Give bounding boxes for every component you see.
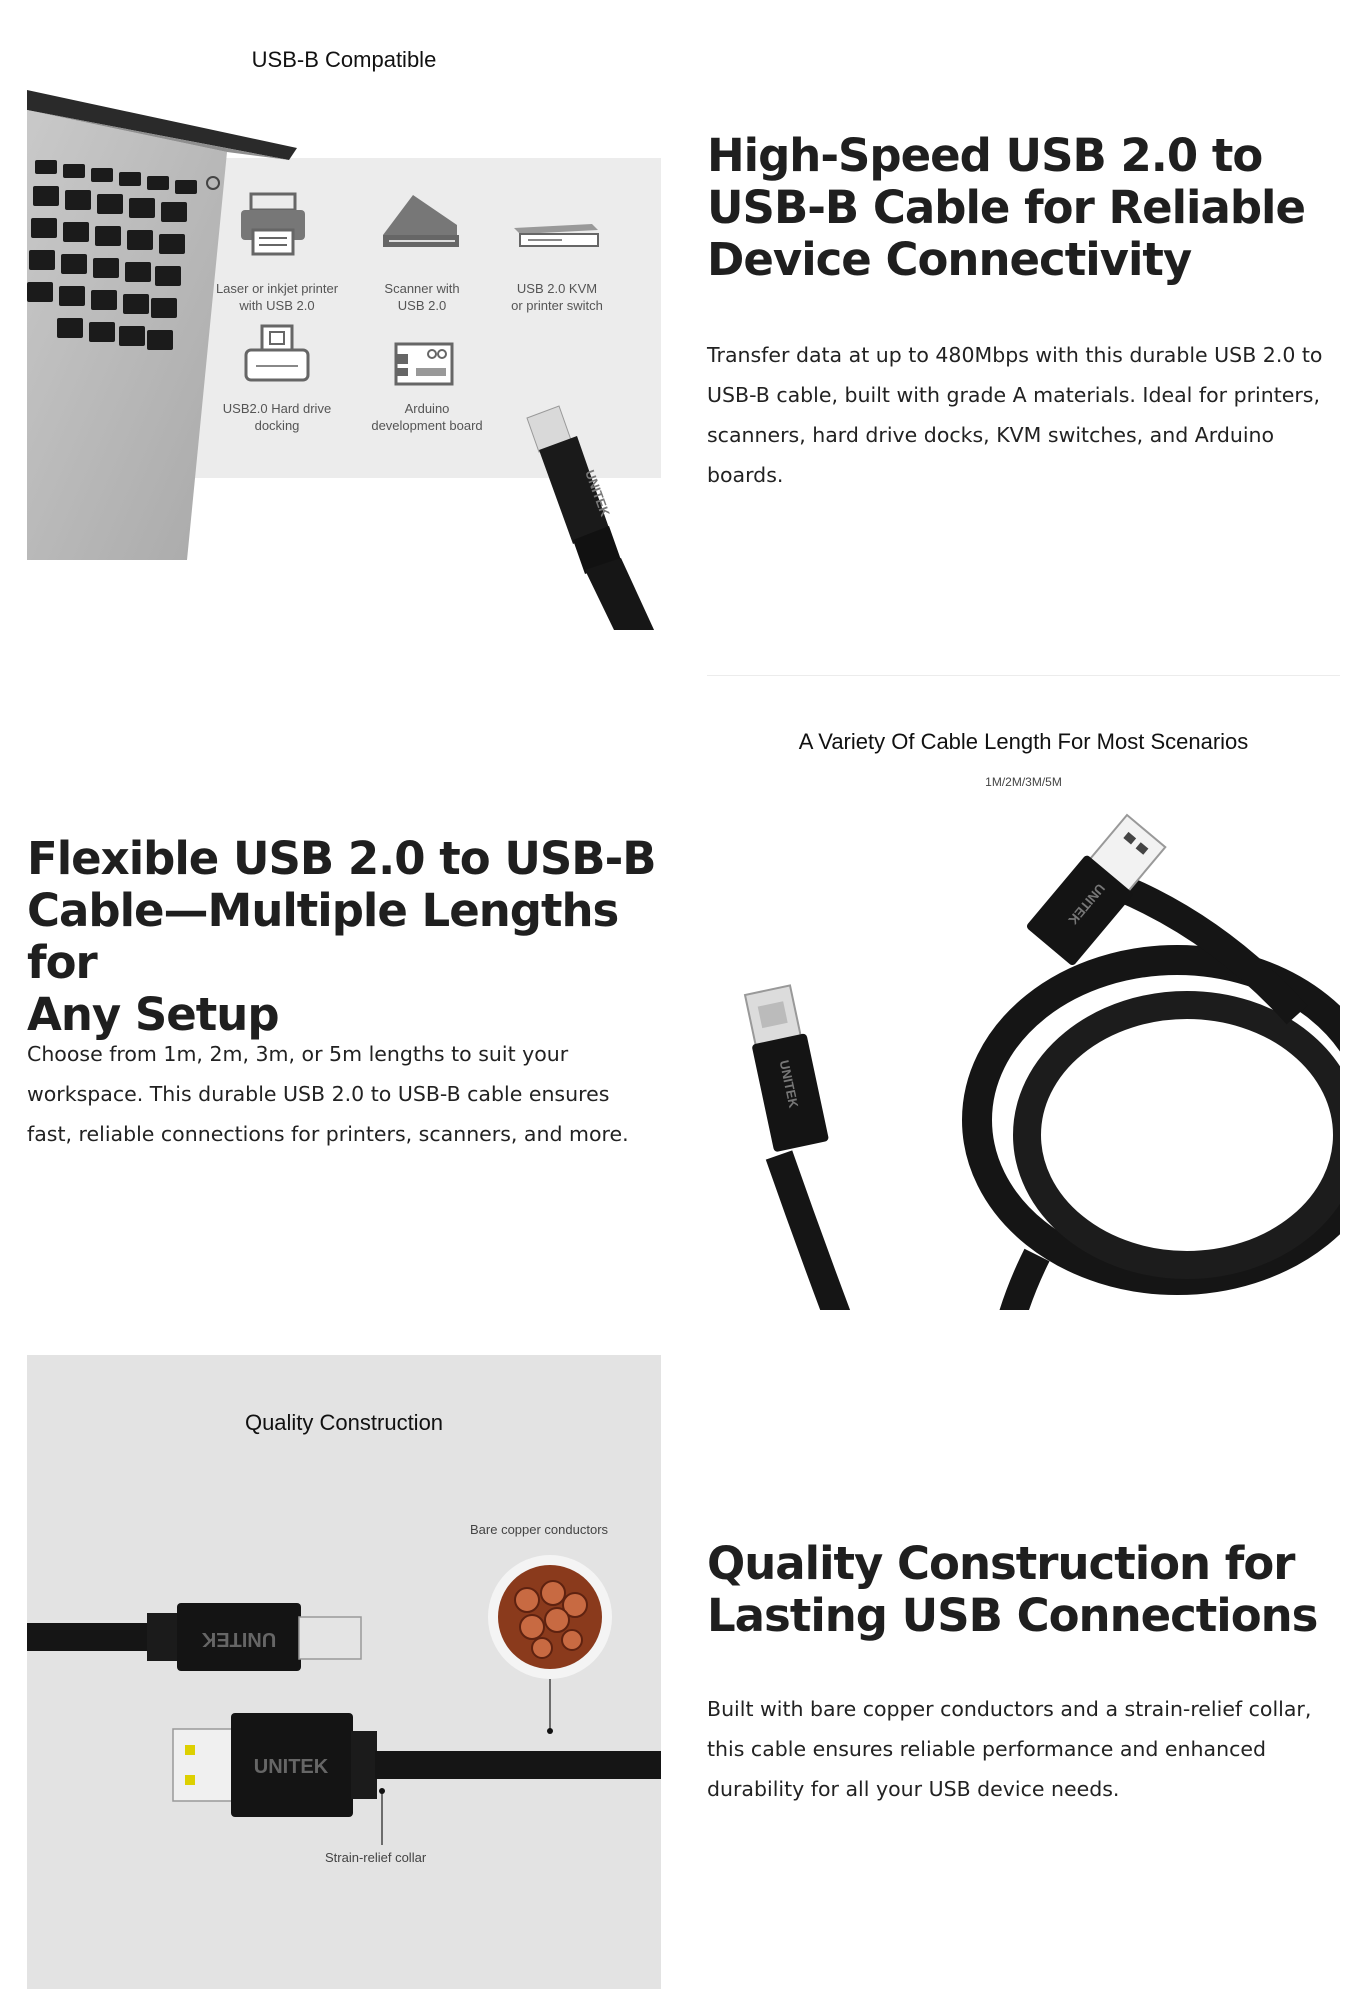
printer-icon	[237, 190, 317, 260]
cable-lengths-image	[707, 715, 1340, 1310]
callout-collar-label: Strain-relief collar	[325, 1850, 427, 1865]
section1-heading: High-Speed USB 2.0 to USB-B Cable for Reliable Device Connectivity	[707, 129, 1306, 286]
svg-text:UNITEK: UNITEK	[582, 467, 613, 519]
usb-b-cable-image	[497, 400, 661, 630]
section-divider	[707, 675, 1340, 676]
device-label: Arduino development board	[371, 401, 483, 433]
device-label: USB2.0 Hard drive docking	[222, 401, 332, 433]
image-subcaption: 1M/2M/3M/5M	[985, 775, 1062, 789]
section3-heading: Quality Construction for Lasting USB Connections	[707, 1537, 1318, 1642]
scanner-icon	[377, 195, 467, 255]
cable-construction-diagram	[27, 1505, 661, 1905]
section1-body: Transfer data at up to 480Mbps with this durable USB 2.0 to USB-B cable, built with grade A materials. Ideal for printers, scanners, hard drive docks, KVM switches, and Arduino boards.	[707, 343, 1323, 487]
kvm-switch-icon	[512, 220, 602, 260]
device-label: USB 2.0 KVM or printer switch	[511, 281, 603, 313]
section2-body: Choose from 1m, 2m, 3m, or 5m lengths to suit your workspace. This durable USB 2.0 to USB-B cable ensures fast, reliable connections for printers, scanners, and more.	[27, 1042, 629, 1146]
svg-text:UNITEK: UNITEK	[201, 1628, 277, 1650]
svg-text:UNITEK: UNITEK	[253, 1756, 329, 1778]
section3-body: Built with bare copper conductors and a strain-relief collar, this cable ensures reliable performance and enhanced durability for all your USB device needs.	[707, 1697, 1312, 1801]
image-caption: A Variety Of Cable Length For Most Scenarios	[798, 729, 1249, 754]
coiled-cable-image	[707, 775, 1340, 1310]
hard-drive-dock-icon	[242, 322, 312, 384]
device-label: Scanner with USB 2.0	[384, 281, 460, 313]
image-caption: USB-B Compatible	[251, 47, 437, 72]
arduino-board-icon	[392, 340, 457, 388]
image-caption: Quality Construction	[244, 1410, 444, 1435]
svg-text:UNITEK: UNITEK	[776, 1058, 802, 1110]
svg-text:UNITEK: UNITEK	[1065, 880, 1109, 928]
callout-copper-label: Bare copper conductors	[470, 1522, 609, 1537]
device-label: Laser or inkjet printer with USB 2.0	[215, 281, 339, 313]
quality-construction-image	[27, 1355, 661, 1989]
usb-b-compatible-image	[27, 40, 661, 630]
section2-heading: Flexible USB 2.0 to USB-B Cable—Multiple Lengths for Any Setup	[27, 832, 656, 1041]
